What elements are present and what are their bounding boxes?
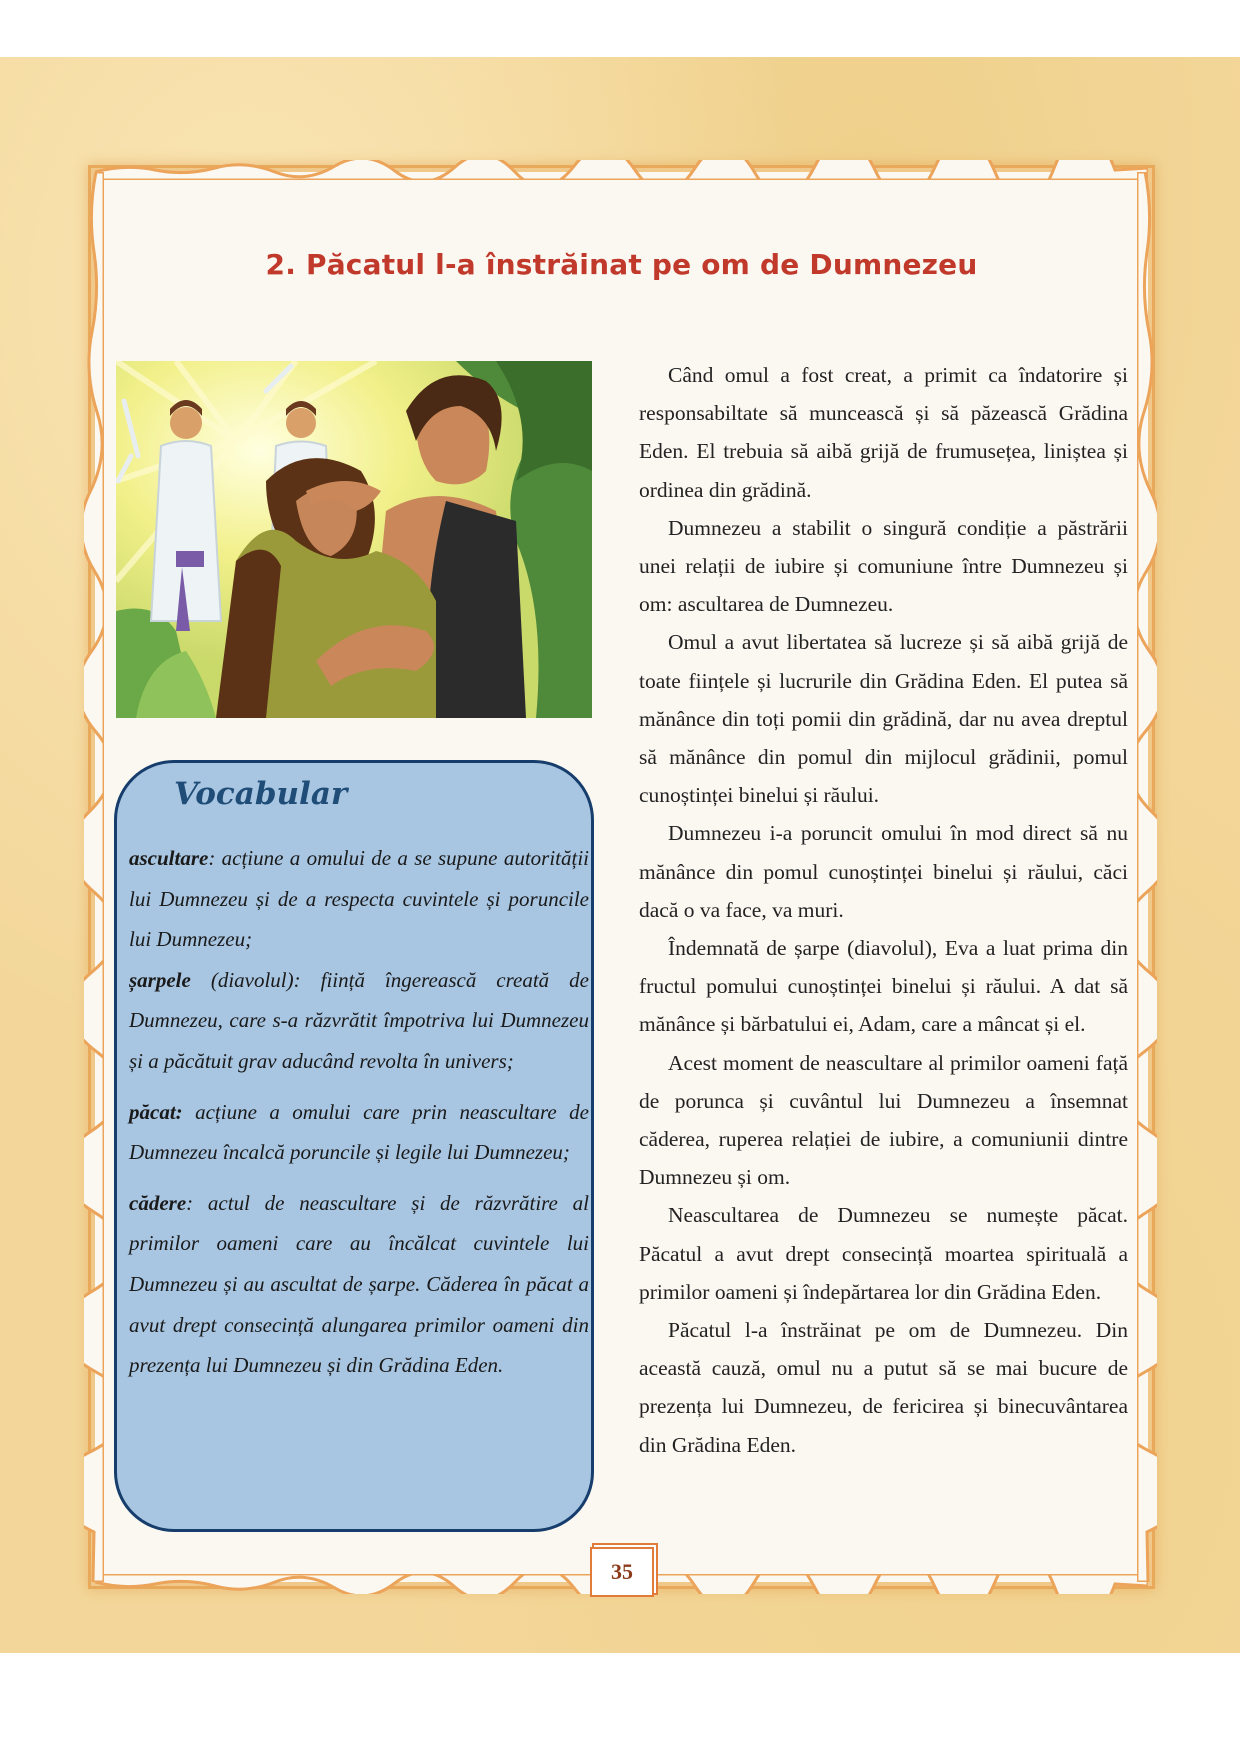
vocab-term: păcat: [129,1099,183,1124]
vocabulary-text [129,838,589,1386]
vocab-term: cădere [129,1190,187,1215]
page-title: 2. Păcatul l-a înstrăinat pe om de Dumnezeu [265,248,978,281]
vocabulary-heading: Vocabular [174,776,348,812]
paragraph: Dumnezeu a stabilit o singură condiție a păstrării unei relații de iubire și comuniune între Dumnezeu și om: ascultarea de Dumnezeu. [639,515,1128,617]
vocab-term: ascultare [129,846,209,870]
paragraph: Neascultarea de Dumnezeu se numește păcat. Păcatul a avut drept consecință moartea spirituală a primilor oameni și îndepărtarea lor din Grădina Eden. [639,1203,1128,1304]
vocab-entry-pacat [129,1092,589,1173]
paragraph: Când omul a fost creat, a primit ca îndatorire și responsabiltate să muncească și să păzească Grădina Eden. El trebuia să aibă grijă de frumusețea, liniștea și ordinea din grădină. [639,363,1128,502]
paragraph: Omul a avut libertatea să lucreze și să aibă grijă de toate ființele și lucrurile din Grădina Eden. El putea să mănânce din toți pomii din grădină, dar nu avea dreptul să mănânce din pomul din mijlocul grădinii, pomul cunoștinței binelui și răului. [639,630,1128,808]
vocab-definition: : acțiune a omului de a se supune autorității lui Dumnezeu și de a respecta cuvintele și poruncile lui Dumnezeu; [129,846,589,952]
vocab-term: șarpele [129,967,191,992]
vocab-entry-sarpele [129,960,589,1082]
paragraph: Păcatul l-a înstrăinat pe om de Dumnezeu. Din această cauză, omul nu a putut să se mai bucure de prezența lui Dumnezeu, de fericirea și binecuvântarea din Grădina Eden. [639,1318,1128,1457]
torn-edge-right [1137,172,1157,1582]
torn-edge-left [84,172,104,1582]
vocab-definition: : actul de neascultare și de răzvrătire al primilor oameni care au încălcat cuvintele lui Dumnezeu și au ascultat de șarpe. Căderea în păcat a avut drept consecință alungarea primilor oameni din prezența lui Dumnezeu și din Grădina Eden. [129,1190,589,1378]
body-text [639,356,1128,1464]
vocab-entry-ascultare [129,838,589,960]
vocab-definition: (diavolul): ființă îngerească creată de Dumnezeu, care s-a răzvrătit împotriva lui Dumnezeu și a păcătuit grav aducând revolta în univers; [129,967,589,1073]
torn-edge-top [95,160,1148,180]
paragraph: Acest moment de neascultare al primilor oameni față de porunca și cuvântul lui Dumnezeu a însemnat căderea, ruperea relației de iubire, a comuniunii dintre Dumnezeu și om. [639,1050,1128,1190]
paragraph: Dumnezeu i-a poruncit omului în mod direct să nu mănânce din pomul cunoștinței binelui și răului, căci dacă o va face, va muri. [639,821,1128,922]
vocab-entry-cadere [129,1183,589,1386]
page-number: 35 [590,1547,654,1597]
vocab-definition: acțiune a omului care prin neascultare de Dumnezeu încalcă poruncile și legile lui Dumnezeu; [129,1099,589,1165]
paragraph: Îndemnată de șarpe (diavolul), Eva a luat prima din fructul pomului cunoștinței binelui și răului. A dat să mănânce și bărbatului ei, Adam, care a mâncat și el. [639,936,1128,1037]
adam-and-eve-expelled-illustration [116,361,592,718]
